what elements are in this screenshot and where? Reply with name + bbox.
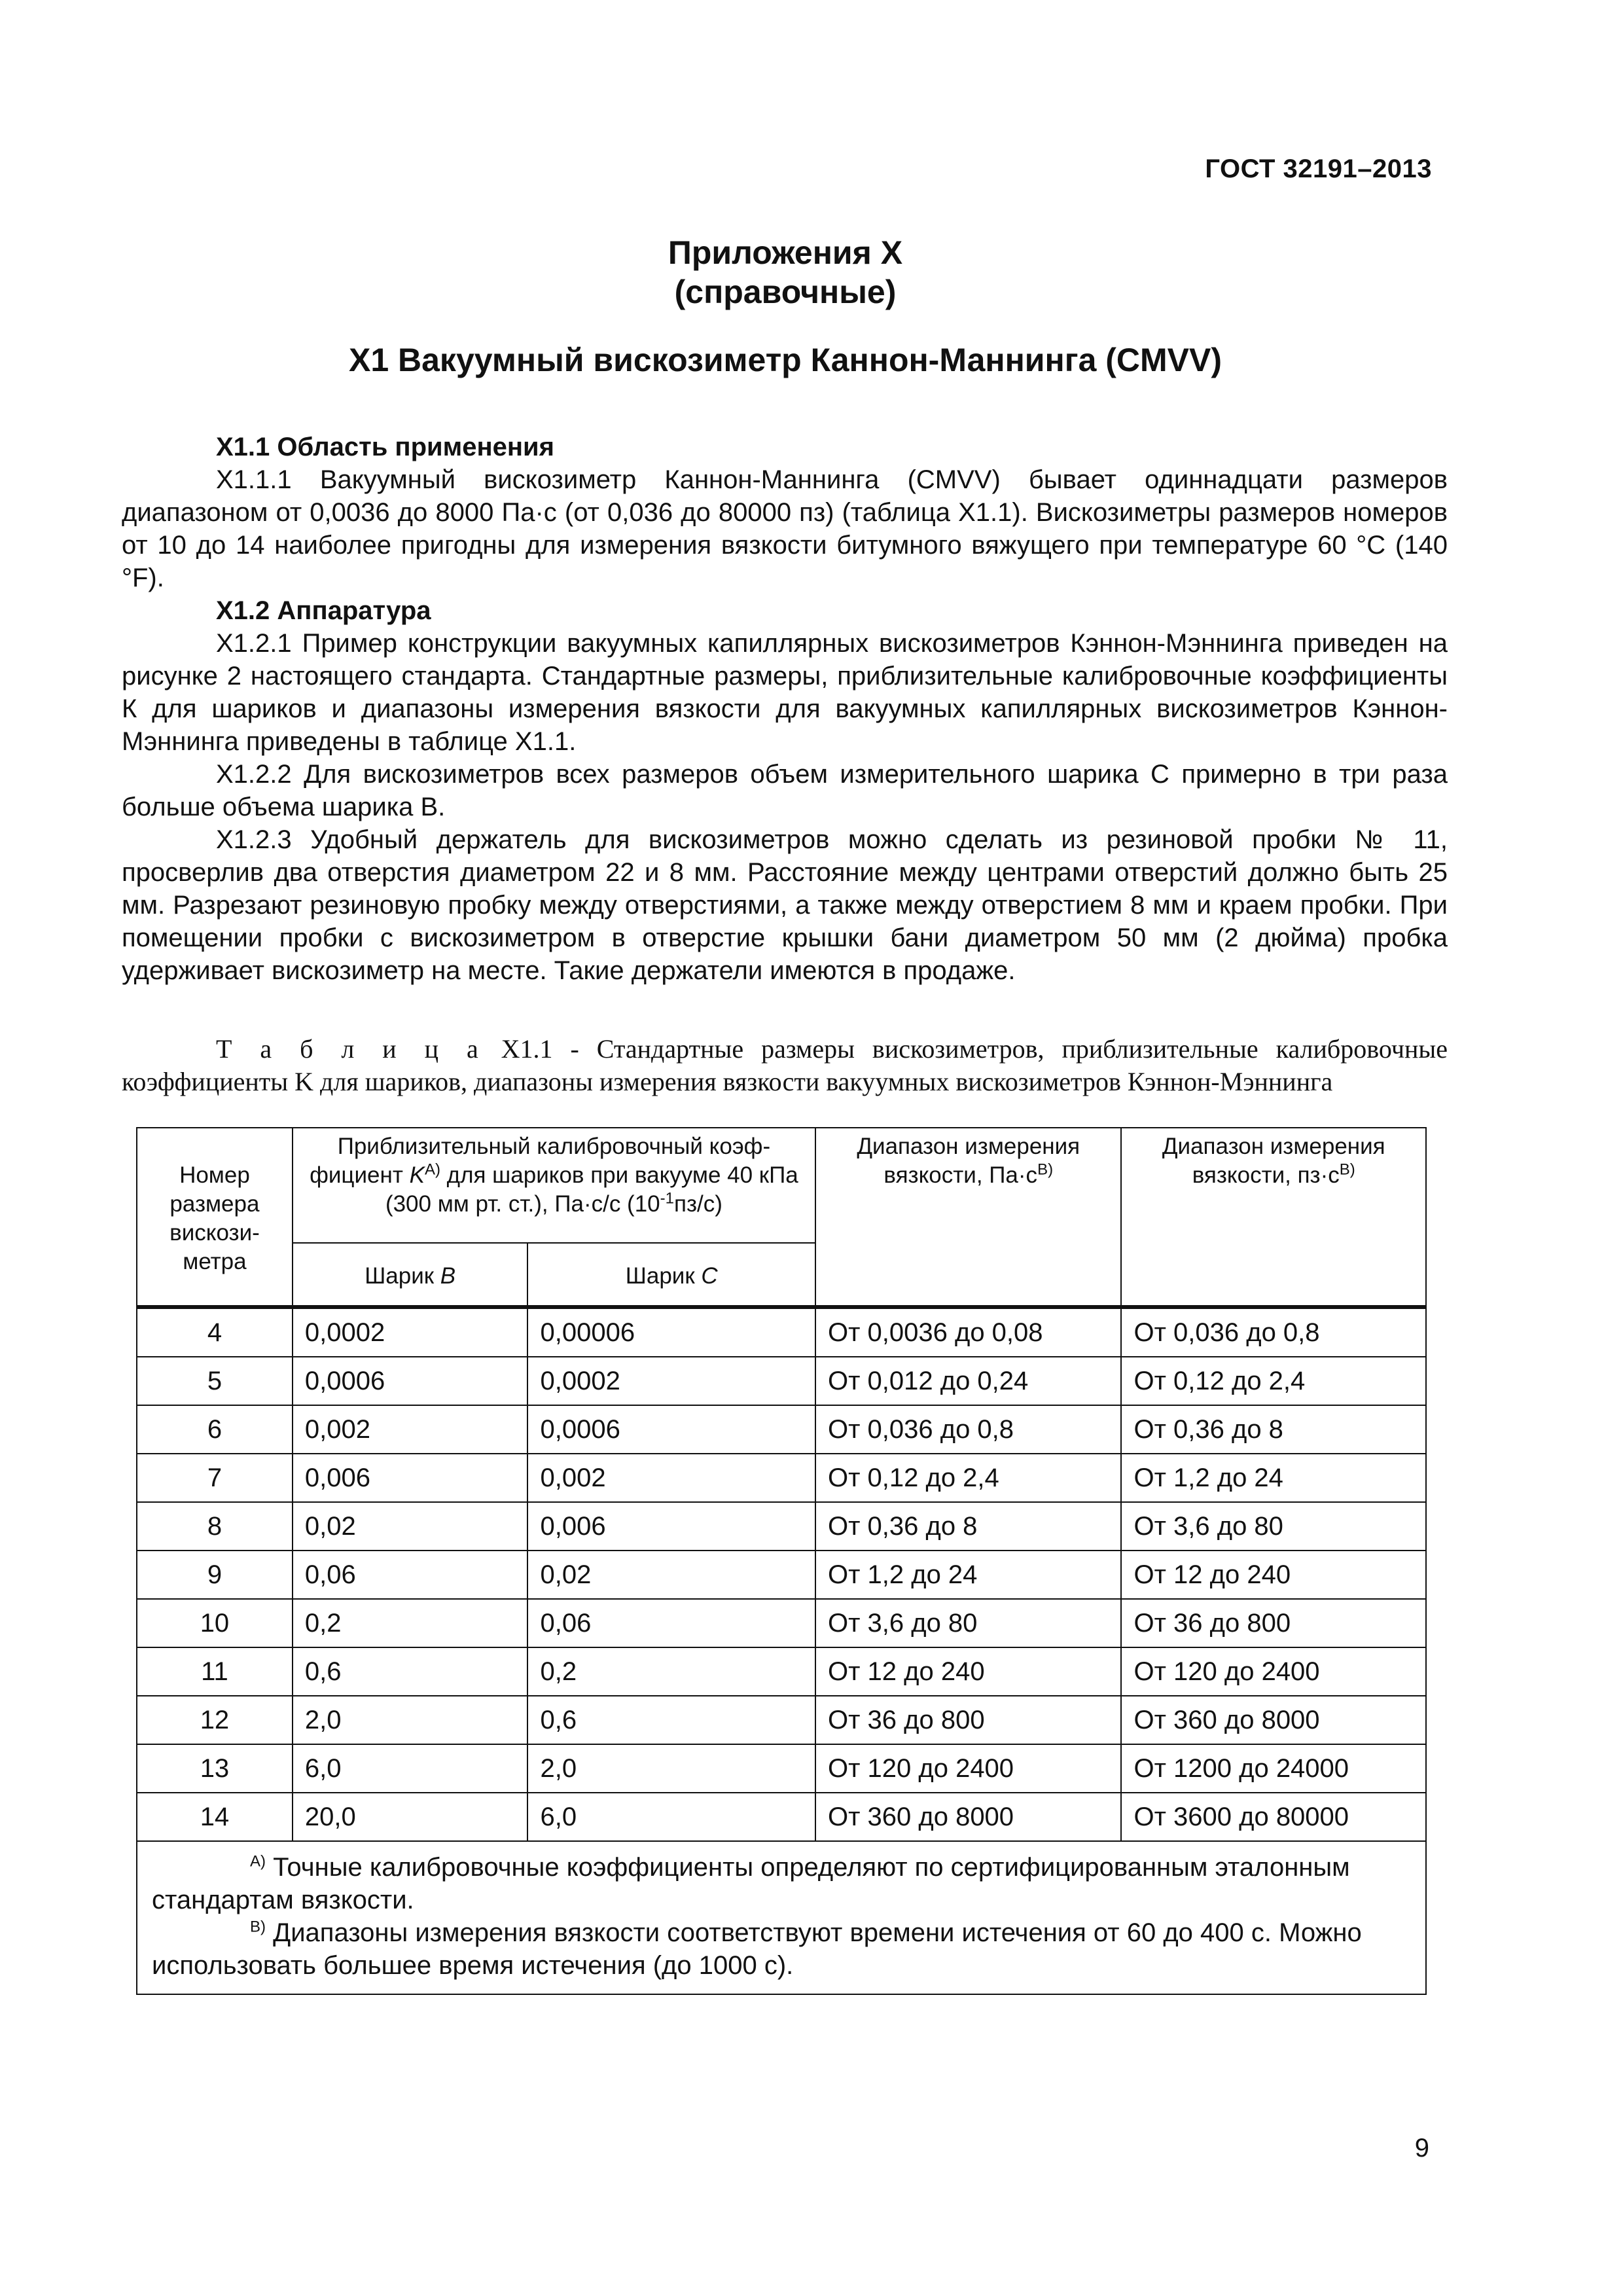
table-row (137, 1551, 1426, 1599)
cell-coef-b: 0,2 (293, 1599, 528, 1647)
title-line-3: X1 Вакуумный вискозиметр Каннон-Маннинга (CMVV) (348, 342, 1222, 378)
table-row (137, 1793, 1426, 1841)
cell-size: 9 (137, 1551, 293, 1599)
cell-coef-c: 0,0006 (527, 1405, 815, 1454)
page-number: 9 (1414, 2134, 1429, 2162)
table-notes-row (137, 1841, 1426, 1994)
cell-size: 6 (137, 1405, 293, 1454)
table-row (137, 1454, 1426, 1502)
body-text (122, 431, 1448, 987)
cell-range-pz: От 3,6 до 80 (1121, 1502, 1426, 1551)
table-caption (122, 1033, 1448, 1098)
cell-range-pz: От 36 до 800 (1121, 1599, 1426, 1647)
header-range-pas: Диапазон измерения вязкости, $Па\cdot с^{B)}$ (815, 1128, 1122, 1307)
cell-range-pz: От 12 до 240 (1121, 1551, 1426, 1599)
paragraph-x1-2-1: X1.2.1 Пример конструкции вакуумных капиллярных вискозиметров Кэннон-Мэннинга приведен на рисунке 2 настоящего стандарта. Стандартные размеры, приблизительные калибровочные коэффициенты К для шариков и диапазоны измерения вязкости для вакуумных капиллярных вискозиметров Кэннон-Мэннинга приведены в таблице X1.1. (122, 629, 1448, 756)
cell-coef-b: 0,002 (293, 1405, 528, 1454)
table-row (137, 1647, 1426, 1696)
cell-range-pas: От 0,0036 до 0,08 (815, 1307, 1122, 1357)
cell-range-pz: От 3600 до 80000 (1121, 1793, 1426, 1841)
table-notes (137, 1841, 1426, 1994)
cell-coef-b: 0,0006 (293, 1357, 528, 1405)
cell-coef-b: 0,006 (293, 1454, 528, 1502)
table-row (137, 1307, 1426, 1357)
cell-coef-b: 0,02 (293, 1502, 528, 1551)
cell-coef-c: 0,006 (527, 1502, 815, 1551)
cell-size: 5 (137, 1357, 293, 1405)
header-range-pz: Диапазон измерения вязкости, $пз\cdot с^{B)}$ (1121, 1128, 1426, 1307)
cell-coef-c: 0,2 (527, 1647, 815, 1696)
note-b: $^{В)}$ Диапазоны измерения вязкости соответствуют времени истечения от 60 до 400 с. Можно использовать большее время истечения (до 1000 с). (152, 1918, 1362, 1980)
cell-size: 12 (137, 1696, 293, 1744)
cell-range-pz: От 360 до 8000 (1121, 1696, 1426, 1744)
title-line-1: Приложения X (668, 234, 903, 271)
note-a: $^{А)}$ Точные калибровочные коэффициенты определяют по сертифицированным эталонным стандартам вязкости. (152, 1852, 1350, 1914)
table-body (137, 1307, 1426, 1994)
standard-code: ГОСТ 32191–2013 (1205, 154, 1432, 183)
cell-size: 8 (137, 1502, 293, 1551)
table-row (137, 1599, 1426, 1647)
cell-range-pas: От 3,6 до 80 (815, 1599, 1122, 1647)
cell-size: 10 (137, 1599, 293, 1647)
header-ball-b: Шарик B (293, 1243, 528, 1307)
cell-coef-b: 2,0 (293, 1696, 528, 1744)
paragraph-x1-2-3: X1.2.3 Удобный держатель для вискозиметров можно сделать из резиновой пробки № 11, просверлив два отверстия диаметром 22 и 8 мм. Расстояние между центрами отверстий должно быть 25 мм. Разрезают резиновую пробку между отверстиями, а также между отверстием 8 мм и краем пробки. При помещении пробки с вискозиметром в отверстие крышки бани диаметром 50 мм (2 дюйма) пробка удерживает вискозиметр на месте. Такие держатели имеются в продаже. (122, 825, 1448, 985)
table-caption-prefix: Т а б л и ц а (216, 1034, 484, 1064)
paragraph-x1-2-2: X1.2.2 Для вискозиметров всех размеров объем измерительного шарика С примерно в три раза больше объема шарика В. (122, 760, 1448, 821)
cell-coef-c: 0,6 (527, 1696, 815, 1744)
section-heading-apparatus: X1.2 Аппаратура (216, 596, 431, 625)
cell-coef-b: 0,06 (293, 1551, 528, 1599)
cell-range-pz: От 0,036 до 0,8 (1121, 1307, 1426, 1357)
header-size: Номер размера вискози-метра (137, 1128, 293, 1307)
cell-range-pas: От 0,036 до 0,8 (815, 1405, 1122, 1454)
cell-range-pas: От 12 до 240 (815, 1647, 1122, 1696)
cell-range-pas: От 120 до 2400 (815, 1744, 1122, 1793)
cell-coef-c: 0,00006 (527, 1307, 815, 1357)
paragraph-x1-1-1: X1.1.1 Вакуумный вискозиметр Каннон-Маннинга (CMVV) бывает одиннадцати размеров диапазоном от 0,0036 до 8000 Па·с (от 0,036 до 80000 пз) (таблица X1.1). Вискозиметры размеров номеров от 10 до 14 наиболее пригодны для измерения вязкости битумного вяжущего при температуре 60 °С (140 °F). (122, 465, 1448, 592)
cell-size: 11 (137, 1647, 293, 1696)
cell-coef-c: 0,002 (527, 1454, 815, 1502)
cell-range-pas: От 1,2 до 24 (815, 1551, 1122, 1599)
header-coefficient: Приблизительный калибровочный коэф-фициент $K^{А)}$ для шариков при вакууме 40 кПа (300 мм рт. ст.), Па·с/с $(10^{-1}пз/с)$ (293, 1128, 815, 1243)
cell-range-pz: От 120 до 2400 (1121, 1647, 1426, 1696)
title-line-2: (справочные) (674, 274, 897, 310)
cell-range-pz: От 1200 до 24000 (1121, 1744, 1426, 1793)
cell-coef-c: 0,0002 (527, 1357, 815, 1405)
cell-size: 14 (137, 1793, 293, 1841)
table-row (137, 1405, 1426, 1454)
header-ball-c: Шарик C (527, 1243, 815, 1307)
table-row (137, 1744, 1426, 1793)
cell-coef-b: 0,6 (293, 1647, 528, 1696)
cell-range-pas: От 360 до 8000 (815, 1793, 1122, 1841)
table-row (137, 1696, 1426, 1744)
cell-range-pz: От 0,36 до 8 (1121, 1405, 1426, 1454)
cell-coef-c: 0,06 (527, 1599, 815, 1647)
cell-size: 7 (137, 1454, 293, 1502)
cell-size: 4 (137, 1307, 293, 1357)
table-row (137, 1502, 1426, 1551)
cell-coef-b: 0,0002 (293, 1307, 528, 1357)
table-row (137, 1357, 1426, 1405)
section-heading-scope: X1.1 Область применения (216, 433, 554, 461)
cell-range-pas: От 0,012 до 0,24 (815, 1357, 1122, 1405)
viscometer-table (136, 1127, 1427, 1995)
cell-range-pas: От 36 до 800 (815, 1696, 1122, 1744)
cell-coef-c: 6,0 (527, 1793, 815, 1841)
cell-range-pz: От 1,2 до 24 (1121, 1454, 1426, 1502)
cell-coef-c: 0,02 (527, 1551, 815, 1599)
cell-range-pz: От 0,12 до 2,4 (1121, 1357, 1426, 1405)
cell-size: 13 (137, 1744, 293, 1793)
cell-coef-b: 20,0 (293, 1793, 528, 1841)
appendix-title (131, 233, 1440, 380)
table-caption-text: X1.1 - Стандартные размеры вискозиметров, приблизительные калибровочные коэффициенты K для шариков, диапазоны измерения вязкости вакуумных вискозиметров Кэннон-Мэннинга (122, 1034, 1448, 1096)
cell-range-pas: От 0,12 до 2,4 (815, 1454, 1122, 1502)
cell-coef-c: 2,0 (527, 1744, 815, 1793)
cell-range-pas: От 0,36 до 8 (815, 1502, 1122, 1551)
cell-coef-b: 6,0 (293, 1744, 528, 1793)
